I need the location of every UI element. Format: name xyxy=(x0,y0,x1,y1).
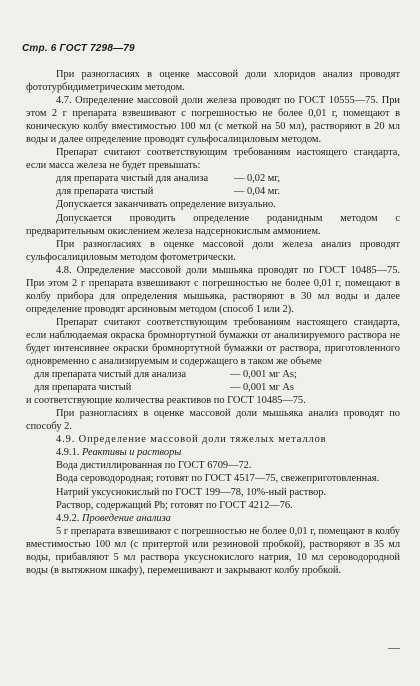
section-4-8-arsenic: 4.8. Определение массовой доли мышьяка проводят по ГОСТ 10485—75. При этом 2 г препарата взвешивают с погрешностью не более 0,01 г, помещают в колбу прибора для определения мышьяка, растворяют в 30 мл воды и далее определение проводят арсиновым методом (способ 1 или 2). xyxy=(26,264,400,315)
iron-limit-label: для препарата чистый для анализа xyxy=(56,173,209,185)
document-body xyxy=(26,68,400,577)
paragraph-visual: Допускается заканчивать определение визуально. xyxy=(56,199,276,211)
iron-limit-value: — 0,04 мг. xyxy=(234,186,281,198)
section-4-7-iron: 4.7. Определение массовой доли железа проводят по ГОСТ 10555—75. При этом 2 г препарата взвешивают с погрешностью не более 0,01 г, помещают в коническую колбу вместимостью 100 мл (с меткой на 50 мл), растворяют в 20 мл воды и далее определение проводят сульфосалициловым методом. xyxy=(26,95,400,146)
paragraph-iron-requirement: Препарат считают соответствующим требованиям настоящего стандарта, если масса железа не будет превышать: xyxy=(26,147,400,172)
paragraph-arsenic-dispute: При разногласиях в оценке массовой доли мышьяка анализ проводят по способу 2. xyxy=(26,408,400,433)
paragraph-iron-dispute: При разногласиях в оценке массовой доли железа анализ проводят сульфосалициловым методом фотометрически. xyxy=(26,238,400,263)
arsenic-limit-label: для препарата чистый для анализа xyxy=(34,369,187,381)
reagent-water: Вода дистиллированная по ГОСТ 6709—72. xyxy=(56,460,252,472)
arsenic-limit-value: — 0,001 мг As xyxy=(230,382,294,394)
iron-limit-value: — 0,02 мг, xyxy=(234,173,281,185)
subsection-title: Реактивы и растворы xyxy=(82,447,182,459)
reagent-sodium-acetate: Натрий уксуснокислый по ГОСТ 199—78, 10%-ный раствор. xyxy=(56,486,327,498)
subsection-4-9-1 xyxy=(26,446,400,459)
iron-limit-row xyxy=(26,185,400,198)
page-header: Стр. 6 ГОСТ 7298—79 xyxy=(22,43,135,54)
paragraph-rhodanide: Допускается проводить определение роданидным методом с предварительным окислением железа надсернокислым аммонием. xyxy=(26,212,400,237)
page-mark xyxy=(388,648,400,649)
paragraph-chlorides-dispute: При разногласиях в оценке массовой доли хлоридов анализ проводят фототурбидиметрическим методом. xyxy=(26,69,400,94)
arsenic-limit-value: — 0,001 мг As; xyxy=(230,369,297,381)
reagent-hydrogen-sulfide-water: Вода сероводородная; готовят по ГОСТ 4517—75, свежеприготовленная. xyxy=(56,473,380,485)
paragraph-analysis-procedure: 5 г препарата взвешивают с погрешностью не более 0,01 г, помещают в колбу вместимостью 100 мл (с притертой или резиновой пробкой), растворяют в 35 мл воды, прибавляют 5 мл раствора уксуснокислого натрия, 10 мл сероводородной воды (в вытяжном шкафу), перемешивают и закрывают колбу пробкой. xyxy=(26,525,400,576)
reagent-lead-solution: Раствор, содержащий Pb; готовят по ГОСТ 4212—76. xyxy=(56,499,293,511)
subsection-number: 4.9.1. xyxy=(56,447,80,459)
arsenic-limit-row xyxy=(26,381,400,394)
paragraph-arsenic-requirement: Препарат считают соответствующим требованиям настоящего стандарта, если наблюдаемая окраска бромнортутной бумажки от анализируемого раствора не будет интенсивнее окраски бромнортутной бумажки от раствора, приготовленного одновременно с анализируемым и содержащего в таком же объеме xyxy=(26,316,400,368)
subsection-4-9-2 xyxy=(26,512,400,525)
subsection-title: Проведение анализа xyxy=(82,512,171,524)
section-4-9-heavy-metals: 4.9. Определение массовой доли тяжелых металлов xyxy=(56,434,327,446)
arsenic-limit-row xyxy=(26,368,400,381)
arsenic-limit-label: для препарата чистый xyxy=(34,382,132,394)
paragraph-reagents-amount: и соответствующие количества реактивов по ГОСТ 10485—75. xyxy=(26,395,306,407)
iron-limit-row xyxy=(26,172,400,185)
subsection-number: 4.9.2. xyxy=(56,512,80,524)
iron-limit-label: для препарата чистый xyxy=(56,186,154,198)
